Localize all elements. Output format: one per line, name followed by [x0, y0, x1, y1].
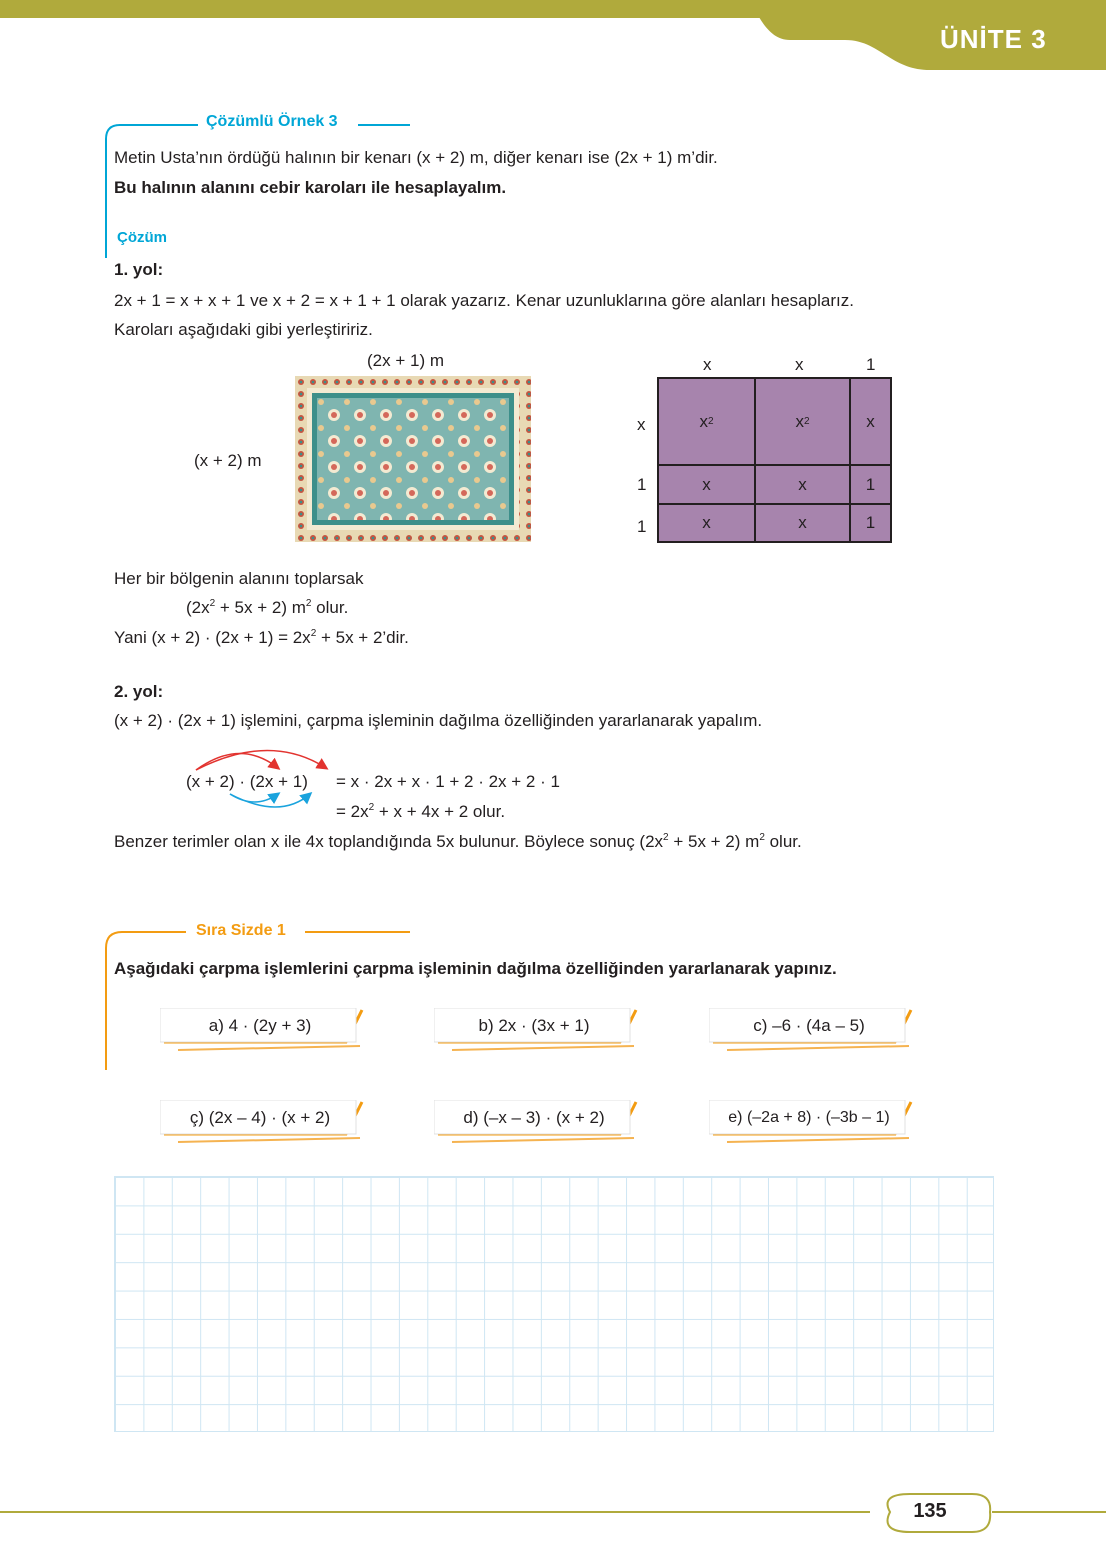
carpet-width-label: (2x + 1) m [367, 351, 444, 370]
exercise-c[interactable] [709, 1008, 919, 1052]
exercise-e[interactable] [709, 1100, 919, 1144]
tile-one: 1 [849, 464, 892, 505]
example-title: Çözümlü Örnek 3 [206, 113, 338, 130]
carpet-image [295, 376, 531, 542]
exercise-label: d) (–x – 3) · (x + 2) [463, 1108, 605, 1127]
carpet-height-label: (x + 2) m [194, 451, 262, 470]
solution-label: Çözüm [117, 229, 167, 246]
conclusion-text: Benzer terimler olan x ile 4x toplandığında 5x bulunur. Böylece sonuç $(2x^2 + 5x + 2)$ $m^2$ olur. [114, 832, 802, 851]
grid-paper[interactable] [114, 1176, 994, 1432]
distribution-left: (x + 2) · (2x + 1) [186, 772, 308, 791]
problem-question: Bu halının alanını cebir karoları ile hesaplayalım. [114, 178, 507, 197]
tile-x: x [657, 464, 756, 505]
tile-row-label: x [637, 415, 646, 434]
way1-text: 2x + 1 = x + x + 1 ve x + 2 = x + 1 + 1 olarak yazarız. Kenar uzunluklarına göre alanları hesaplarız. [114, 291, 854, 310]
exercise-label: e) (–2a + 8) · (–3b – 1) [728, 1109, 890, 1126]
sum-text: Her bir bölgenin alanını toplarsak [114, 569, 364, 588]
tile-row-label: 1 [637, 475, 647, 494]
sum-expression: $(2x^2 + 5x + 2)$ $m^2$ olur. [186, 598, 349, 617]
exercise-label: b) 2x · (3x + 1) [478, 1016, 590, 1035]
tile-x: x [657, 503, 756, 543]
unit-label: ÜNİTE 3 [940, 24, 1047, 54]
exercise-label: ç) (2x – 4) · (x + 2) [189, 1108, 331, 1127]
tile-x: x [849, 377, 892, 466]
distribution-right: = x · 2x + x · 1 + 2 · 2x + 2 · 1 [336, 772, 560, 791]
way2-text: (x + 2) · (2x + 1) işlemini, çarpma işleminin dağılma özelliğinden yararlanarak yapalım. [114, 711, 763, 730]
tile-x: x [754, 503, 851, 543]
practice-instruction: Aşağıdaki çarpma işlemlerini çarpma işleminin dağılma özelliğinden yararlanarak yapınız. [114, 959, 837, 978]
tile-x-squared: x 2 [657, 377, 756, 466]
exercise-b[interactable] [434, 1008, 644, 1052]
problem-text: Metin Usta’nın ördüğü halının bir kenarı (x + 2) m, diğer kenarı ise (2x + 1) m’dir. [114, 148, 718, 167]
page-number: 135 [913, 1500, 947, 1522]
distribution-result: = $2x^2 + x + 4x + 2$ olur. [336, 802, 506, 821]
practice-title: Sıra Sizde 1 [196, 922, 286, 939]
exercise-c-cedilla[interactable] [160, 1100, 370, 1144]
exercise-label: c) –6 · (4a – 5) [753, 1016, 865, 1035]
unit-tab [750, 0, 1106, 70]
exercise-a[interactable] [160, 1008, 370, 1052]
sum-result: Yani $(x + 2) \cdot (2x + 1) = 2x^2 + 5x$ + 2’dir. [114, 628, 409, 647]
tile-one: 1 [849, 503, 892, 543]
tile-row-label: 1 [637, 517, 647, 536]
tile-col-label: x [795, 355, 804, 374]
exercise-label: a) 4 · (2y + 3) [208, 1016, 312, 1035]
way1-title: 1. yol: [114, 260, 164, 279]
exercise-d[interactable] [434, 1100, 644, 1144]
way1-text-2: Karoları aşağıdaki gibi yerleştiririz. [114, 320, 373, 339]
way2-title: 2. yol: [114, 682, 164, 701]
tile-col-label: 1 [866, 355, 876, 374]
tile-x: x [754, 464, 851, 505]
tile-x-squared: x 2 [754, 377, 851, 466]
tile-col-label: x [703, 355, 712, 374]
